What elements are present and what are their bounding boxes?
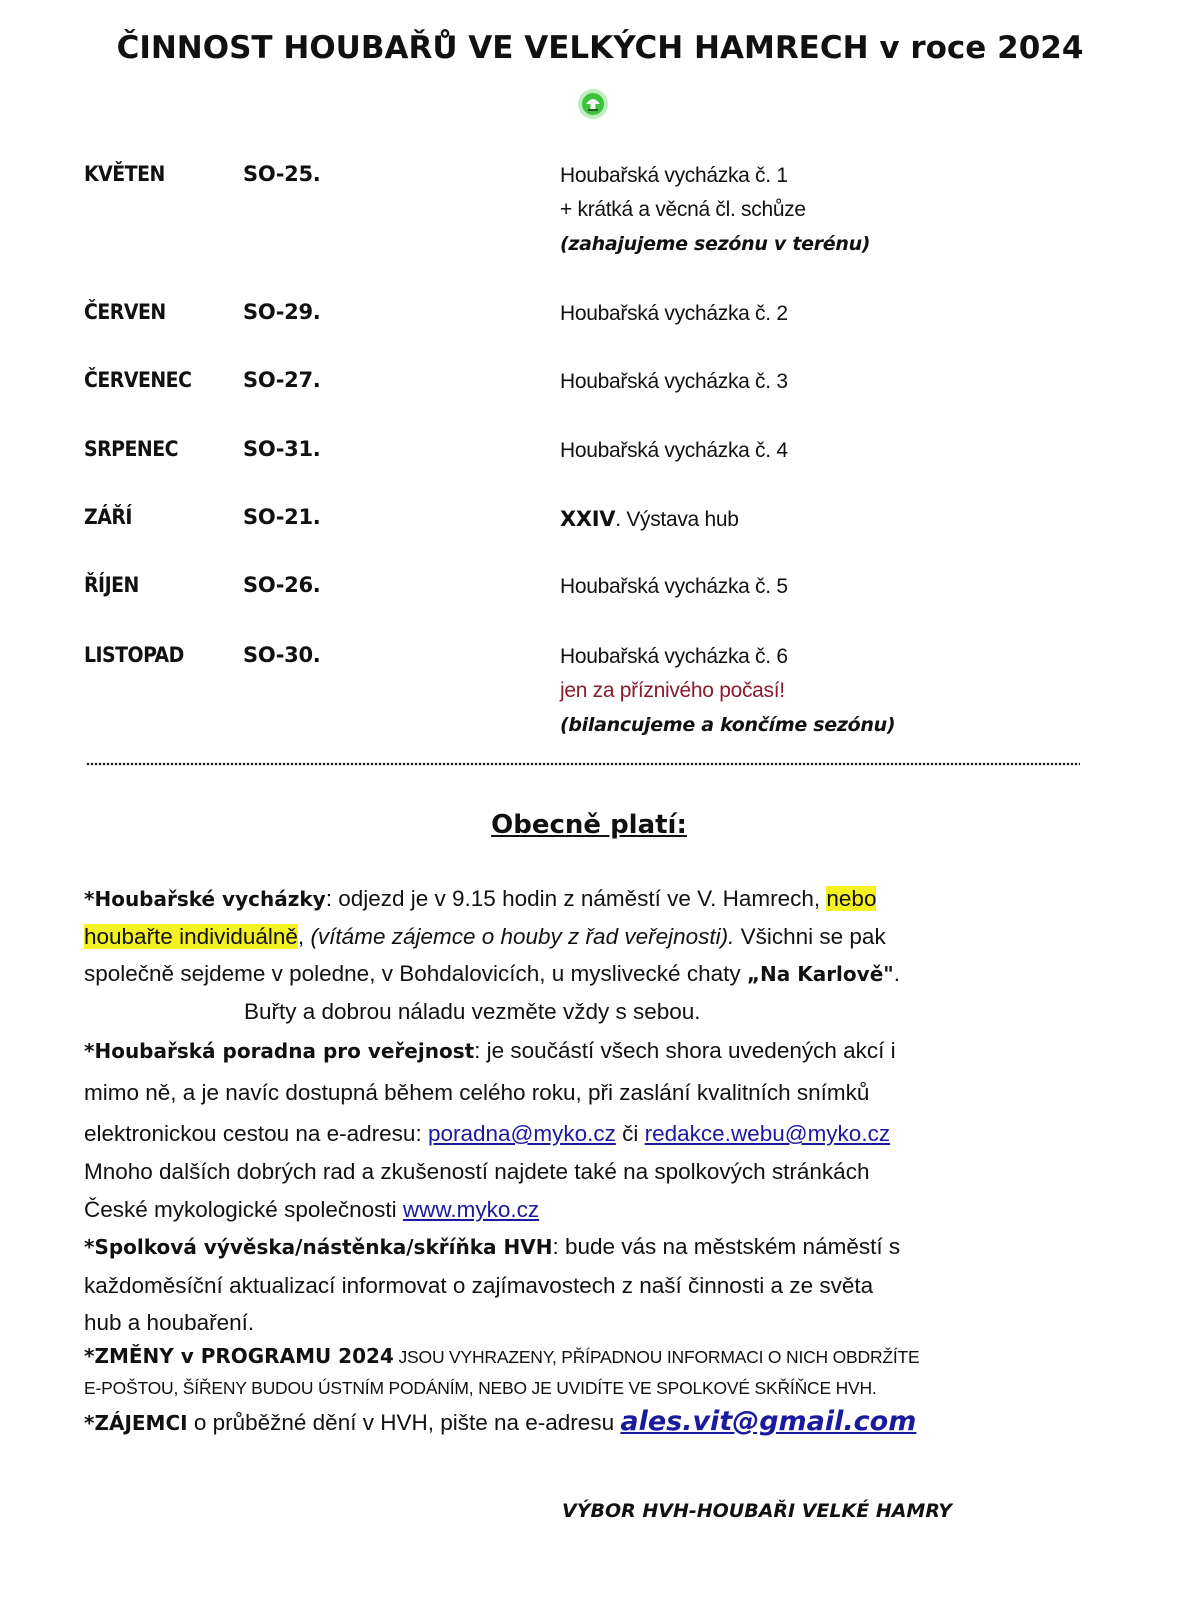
date-label: SO-21. xyxy=(243,505,321,529)
italic-text: (vítáme zájemce o houby z řad veřejnosti). xyxy=(310,924,735,949)
paragraph-label: *ZÁJEMCI xyxy=(84,1411,188,1435)
event-description xyxy=(560,365,788,399)
event-line: Houbařská vycházka č. 3 xyxy=(560,370,788,393)
date-label: SO-25. xyxy=(243,162,321,186)
highlighted-text: nebo xyxy=(826,886,877,911)
paragraph-interested xyxy=(84,1403,1094,1442)
page-title: ČINNOST HOUBAŘŮ VE VELKÝCH HAMRECH v roce 2024 xyxy=(116,30,1084,66)
paragraph-text: : je součástí všech shora uvedených akcí i xyxy=(474,1038,896,1063)
paragraph-text: . xyxy=(893,961,900,986)
event-description xyxy=(560,159,870,261)
event-line: . Výstava hub xyxy=(615,508,739,531)
place-name: „Na Karlově" xyxy=(746,962,894,986)
contact-email-link[interactable]: ales.vit@gmail.com xyxy=(620,1406,917,1437)
month-label: ZÁŘÍ xyxy=(84,505,132,529)
date-label: SO-29. xyxy=(243,300,321,324)
event-description xyxy=(560,570,788,604)
paragraph-changes xyxy=(84,1340,1094,1404)
event-line: Houbařská vycházka č. 2 xyxy=(560,302,788,325)
month-label: SRPENEC xyxy=(84,437,178,461)
month-label: KVĚTEN xyxy=(84,162,165,186)
event-line: Houbařská vycházka č. 6 xyxy=(560,645,788,668)
month-label: LISTOPAD xyxy=(84,643,184,667)
paragraph-walks xyxy=(84,880,1094,1030)
mushroom-club-emblem-icon xyxy=(577,88,609,120)
date-label: SO-31. xyxy=(243,437,321,461)
committee-signature: VÝBOR HVH-HOUBAŘI VELKÉ HAMRY xyxy=(562,1500,952,1522)
date-label: SO-26. xyxy=(243,573,321,597)
dotted-divider xyxy=(86,762,1080,766)
exhibition-number: XXIV xyxy=(560,507,616,531)
section-heading: Obecně platí: xyxy=(491,810,687,840)
paragraph-advice xyxy=(84,1030,1094,1154)
paragraph-text: : odjezd je v 9.15 hodin z náměstí ve V. Hamrech, xyxy=(325,886,827,911)
event-description xyxy=(560,502,739,537)
paragraph-text: , xyxy=(297,924,311,949)
paragraph-text: elektronickou cestou na e-adresu: xyxy=(84,1121,428,1146)
weather-warning: jen za příznivého počasí! xyxy=(560,679,785,702)
highlighted-text: houbařte individuálně xyxy=(84,924,298,949)
paragraph-text: o průběžné dění v HVH, pište na e-adresu xyxy=(187,1410,621,1435)
paragraph-text: Všichni se pak xyxy=(734,924,886,949)
event-line: Houbařská vycházka č. 1 xyxy=(560,164,788,187)
event-line: + krátká a věcná čl. schůze xyxy=(560,198,806,221)
event-description xyxy=(560,640,895,742)
paragraph-text: E-POŠTOU, ŠÍŘENY BUDOU ÚSTNÍM PODÁNÍM, NEBO JE UVIDÍTE VE SPOLKOVÉ SKŘÍŇCE HVH. xyxy=(84,1378,877,1398)
paragraph-text: JSOU VYHRAZENY, PŘÍPADNOU INFORMACI O NICH OBDRŽÍTE xyxy=(393,1347,920,1367)
email-link-poradna[interactable]: poradna@myko.cz xyxy=(427,1121,616,1146)
paragraph-text: Buřty a dobrou náladu vezměte vždy s sebou. xyxy=(244,999,701,1024)
event-description xyxy=(560,434,788,468)
paragraph-society xyxy=(84,1153,1094,1229)
month-label: ČERVENEC xyxy=(84,368,192,392)
event-line: Houbařská vycházka č. 4 xyxy=(560,439,788,462)
paragraph-text: hub a houbaření. xyxy=(84,1310,255,1335)
paragraph-label: *ZMĚNY v PROGRAMU 2024 xyxy=(84,1344,394,1368)
month-label: ČERVEN xyxy=(84,300,166,324)
paragraph-text: společně sejdeme v poledne, v Bohdalovicích, u myslivecké chaty xyxy=(84,961,747,986)
event-description xyxy=(560,297,788,331)
paragraph-label: *Spolková vývěska/nástěnka/skříňka HVH xyxy=(84,1235,553,1259)
paragraph-label: *Houbařská poradna pro veřejnost xyxy=(84,1039,475,1063)
event-line: Houbařská vycházka č. 5 xyxy=(560,575,788,598)
event-note: (bilancujeme a končíme sezónu) xyxy=(560,714,896,736)
paragraph-text: mimo ně, a je navíc dostupná během celého roku, při zaslání kvalitních snímků xyxy=(84,1080,870,1105)
paragraph-noticeboard xyxy=(84,1228,1094,1342)
paragraph-text: : bude vás na městském náměstí s xyxy=(552,1234,901,1259)
email-link-redakce[interactable]: redakce.webu@myko.cz xyxy=(644,1121,891,1146)
month-label: ŘÍJEN xyxy=(84,573,139,597)
paragraph-text: či xyxy=(615,1121,645,1146)
date-label: SO-30. xyxy=(243,643,321,667)
date-label: SO-27. xyxy=(243,368,321,392)
website-link[interactable]: www.myko.cz xyxy=(402,1197,540,1222)
event-note: (zahajujeme sezónu v terénu) xyxy=(560,233,871,255)
paragraph-label: *Houbařské vycházky xyxy=(84,887,326,911)
paragraph-text: každoměsíční aktualizací informovat o zajímavostech z naší činnosti a ze světa xyxy=(84,1272,874,1298)
paragraph-text: České mykologické společnosti xyxy=(84,1197,403,1222)
paragraph-text: Mnoho dalších dobrých rad a zkušeností najdete také na spolkových stránkách xyxy=(84,1159,870,1184)
